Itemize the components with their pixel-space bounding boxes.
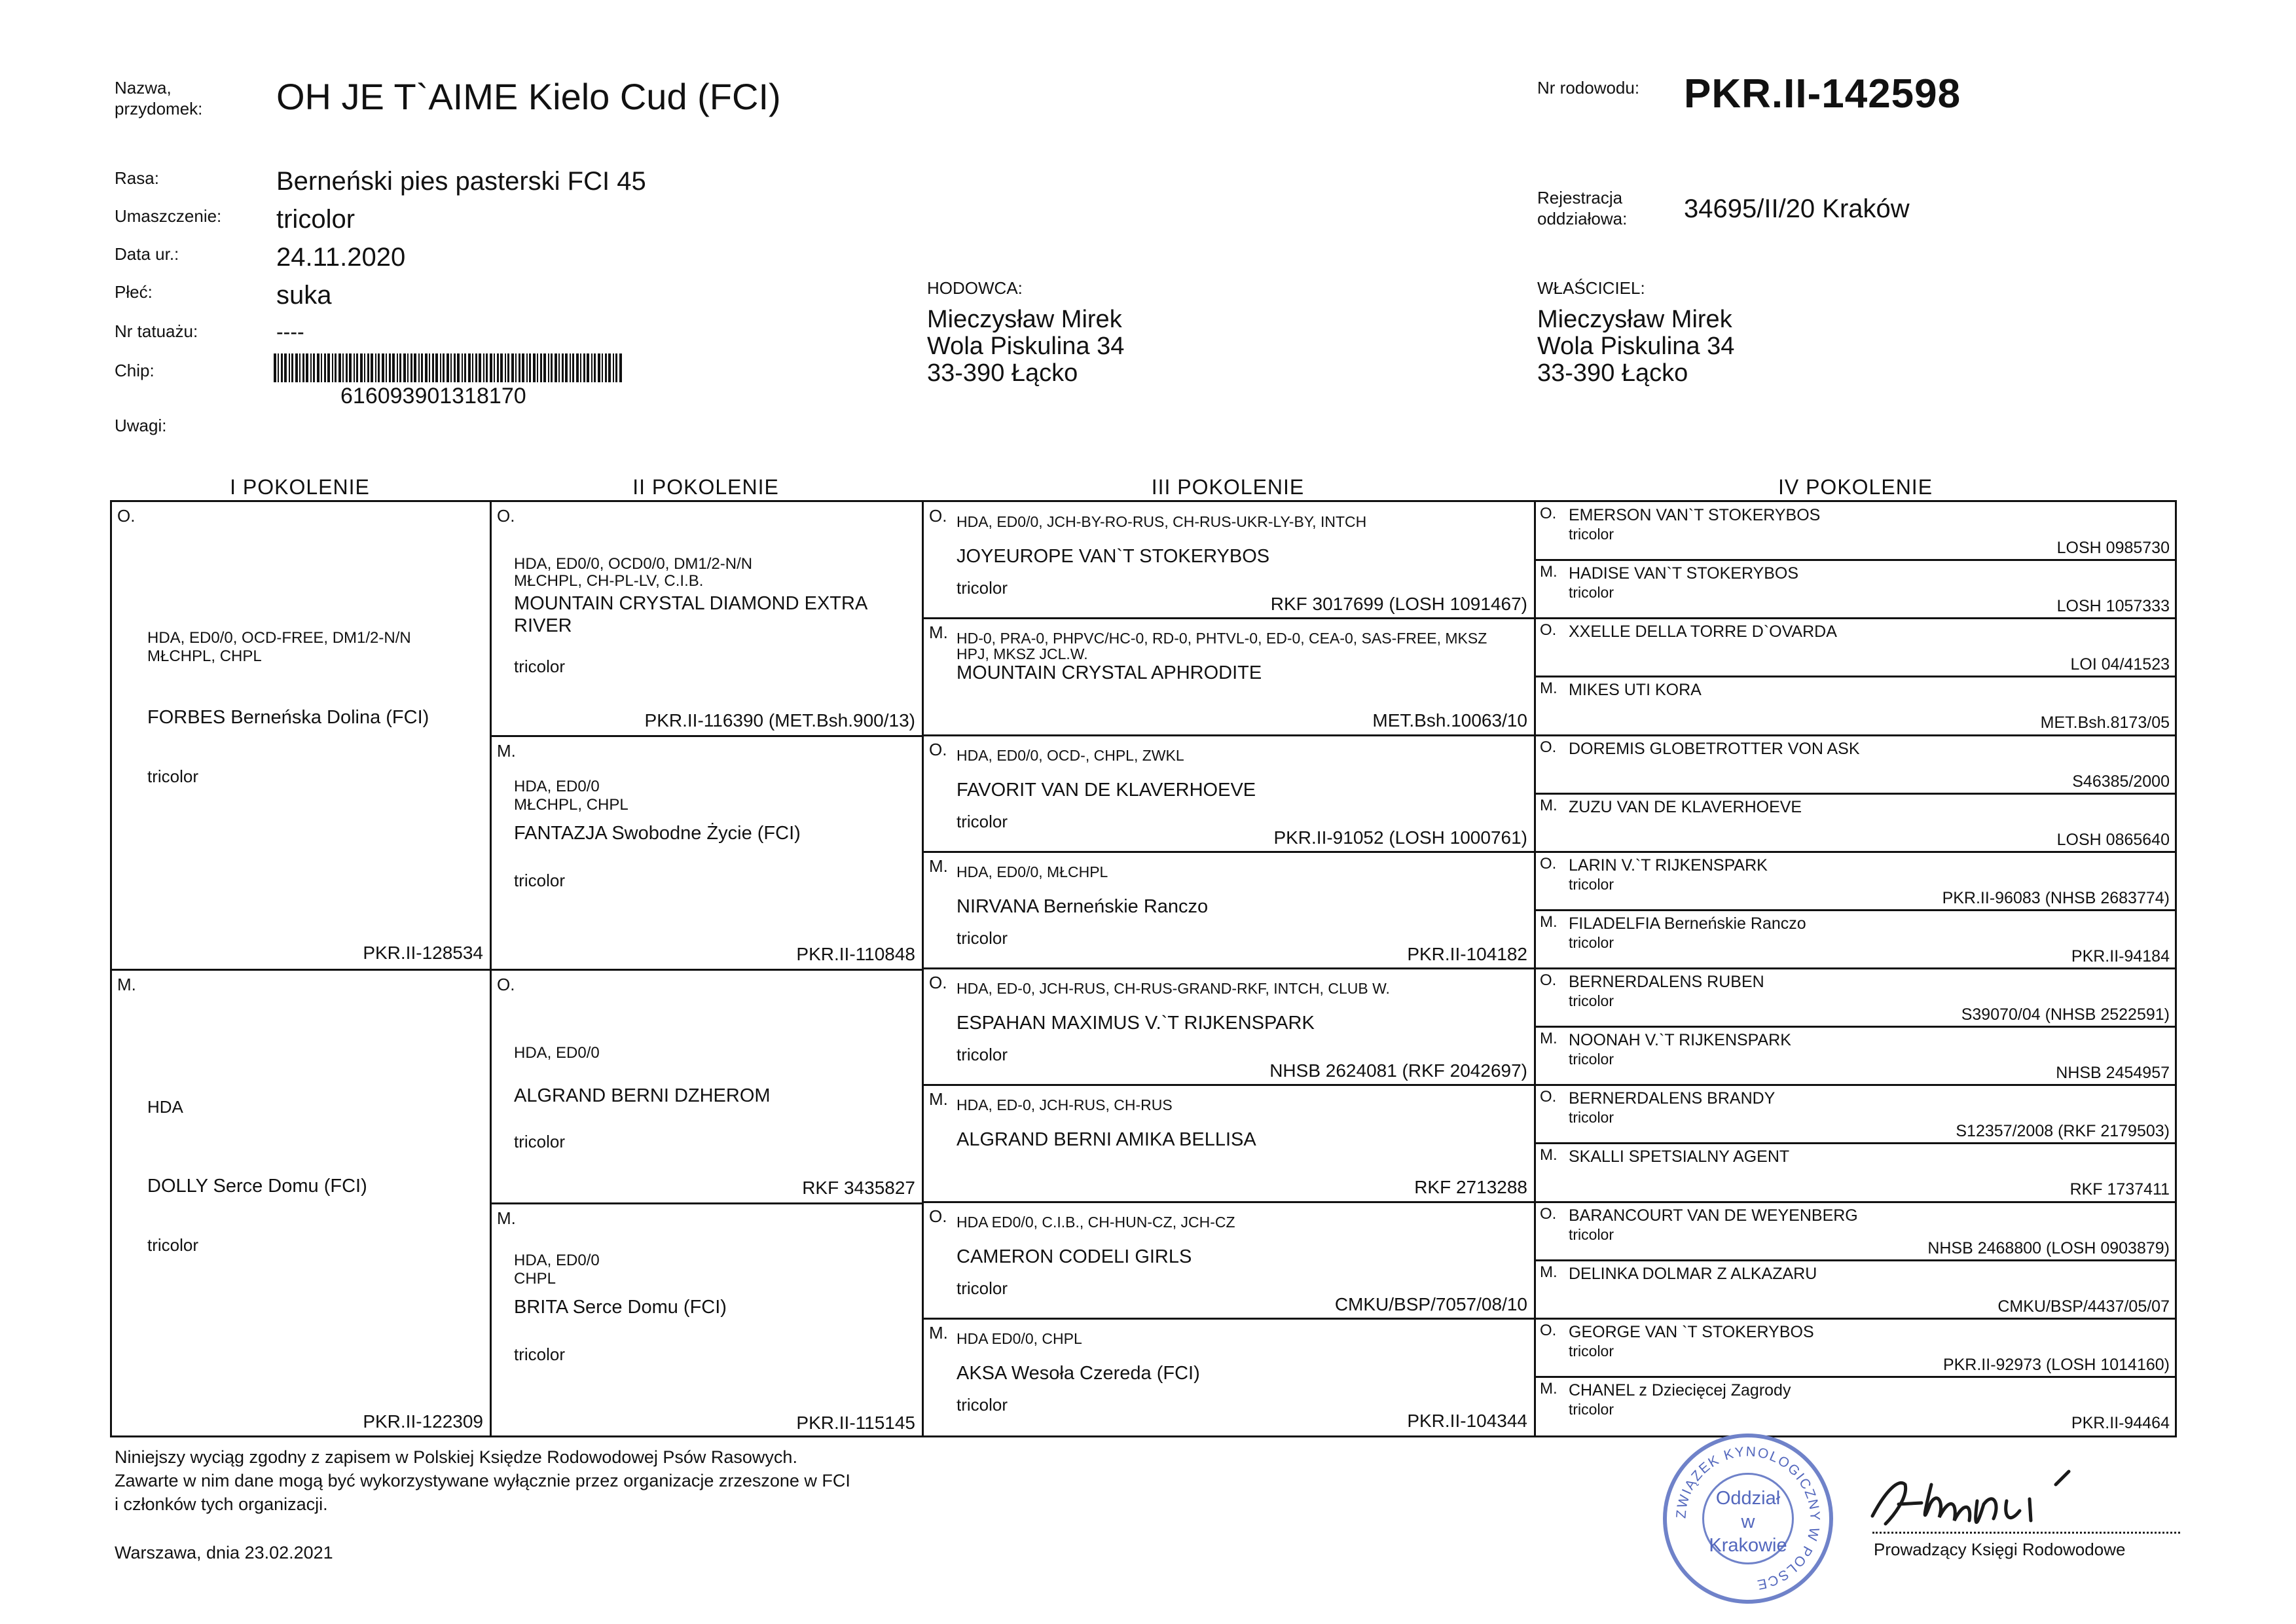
gen2-cell	[492, 737, 922, 969]
dog-name: FAVORIT VAN DE KLAVERHOEVE	[957, 780, 1256, 801]
registration-number: PKR.II-122309	[363, 1411, 483, 1432]
dog-color: tricolor	[957, 928, 1008, 948]
registration-value: 34695/II/20 Kraków	[1684, 194, 1910, 223]
titles: HDA ED0/0, C.I.B., CH-HUN-CZ, JCH-CZ	[957, 1214, 1235, 1231]
barcode-bar	[310, 353, 312, 382]
registration-number: RKF 3435827	[802, 1178, 915, 1198]
barcode-bar	[302, 353, 304, 382]
barcode-bar	[594, 353, 596, 382]
signature-caption: Prowadzący Księgi Rodowodowe	[1874, 1540, 2126, 1559]
generation-4-heading: IV POKOLENIE	[1777, 475, 1933, 499]
gen4-cell	[1536, 619, 2175, 677]
sex-marker: M.	[1540, 1263, 1558, 1281]
barcode-bar	[306, 353, 308, 382]
dog-color: tricolor	[957, 1278, 1008, 1298]
dog-name: EMERSON VAN`T STOKERYBOS	[1569, 506, 1821, 524]
dog-color: tricolor	[514, 1132, 566, 1151]
barcode-bar	[562, 353, 564, 382]
barcode-bar	[576, 353, 579, 382]
dog-name: FORBES Berneńska Dolina (FCI)	[147, 707, 429, 728]
barcode-bar	[570, 353, 571, 382]
barcode-bar	[540, 353, 542, 382]
sex-marker: M.	[1540, 797, 1558, 814]
color-value: tricolor	[276, 205, 355, 234]
sex-marker: M.	[497, 1208, 516, 1228]
dog-name: FILADELFIA Berneńskie Ranczo	[1569, 914, 1806, 933]
barcode-bar	[421, 353, 423, 382]
barcode-bar	[591, 353, 592, 382]
pedigree-number-label: Nr rodowodu:	[1537, 78, 1640, 98]
titles: HDA, ED0/0, JCH-BY-RO-RUS, CH-RUS-UKR-LY-BY, INTCH	[957, 513, 1367, 530]
titles: HDA, ED0/0 MŁCHPL, CHPL	[514, 778, 629, 814]
gen3-cell	[924, 736, 1534, 852]
sex-marker: O.	[1540, 1322, 1557, 1339]
chip-number: 616093901318170	[340, 384, 526, 408]
dob-value: 24.11.2020	[276, 243, 406, 272]
registration-number: S46385/2000	[2072, 772, 2170, 791]
barcode-bar	[435, 353, 438, 382]
sex-marker: O.	[1540, 621, 1557, 639]
dog-color: tricolor	[514, 657, 566, 676]
gen1-dam-cell	[112, 971, 490, 1437]
barcode-bar	[291, 353, 293, 382]
signature-line	[1872, 1532, 2180, 1534]
dog-color: tricolor	[957, 812, 1008, 831]
barcode-bar	[580, 353, 581, 382]
sex-marker: M.	[117, 975, 136, 994]
barcode-bar	[403, 353, 406, 382]
registration-number: PKR.II-115145	[796, 1413, 915, 1433]
sex-marker: O.	[1540, 738, 1557, 756]
gen3-cell	[924, 1202, 1534, 1319]
dog-name: OH JE T`AIME Kielo Cud (FCI)	[276, 76, 781, 117]
barcode-bar	[360, 353, 363, 382]
barcode-bar	[587, 353, 589, 382]
barcode-bar	[583, 353, 585, 382]
gen4-cell	[1536, 1319, 2175, 1377]
barcode-bar	[483, 353, 484, 382]
svg-text:ZWIĄZEK KYNOLOGICZNY W POLSCE: ZWIĄZEK KYNOLOGICZNY W POLSCE	[1673, 1444, 1823, 1593]
barcode-bar	[364, 353, 365, 382]
dog-name: NOONAH V.`T RIJKENSPARK	[1569, 1031, 1791, 1049]
dog-color: tricolor	[514, 1344, 566, 1364]
barcode-bar	[386, 353, 387, 382]
barcode-bar	[462, 353, 463, 382]
barcode-bar	[507, 353, 509, 382]
titles: HDA, ED-0, JCH-RUS, CH-RUS	[957, 1096, 1173, 1113]
titles: HDA, ED0/0	[514, 1044, 600, 1062]
barcode-bar	[615, 353, 617, 382]
registration-number: PKR.II-92973 (LOSH 1014160)	[1942, 1356, 2170, 1374]
barcode-bar	[313, 353, 315, 382]
registration-number: PKR.II-110848	[796, 944, 915, 964]
sex-marker: M.	[929, 856, 948, 876]
sex-marker: O.	[117, 506, 136, 526]
owner-line: Mieczysław Mirek	[1537, 306, 1732, 333]
titles: HDA, ED-0, JCH-RUS, CH-RUS-GRAND-RKF, INTCH, CLUB W.	[957, 980, 1390, 997]
titles: HDA, ED0/0 CHPL	[514, 1252, 600, 1288]
gen4-cell	[1536, 1202, 2175, 1261]
owner-line: 33-390 Łącko	[1537, 359, 1688, 387]
sex-marker: O.	[1540, 855, 1557, 873]
dog-color: tricolor	[147, 1235, 199, 1255]
registration-number: PKR.II-96083 (NHSB 2683774)	[1942, 889, 2170, 907]
sex-value: suka	[276, 281, 332, 310]
barcode-bar	[457, 353, 460, 382]
breeder-line: Wola Piskulina 34	[927, 333, 1125, 360]
barcode-bar	[295, 353, 298, 382]
gen4-cell	[1536, 794, 2175, 852]
notes-label: Uwagi:	[115, 416, 167, 435]
barcode-bar	[399, 353, 401, 382]
barcode-bar	[335, 353, 337, 382]
name-label: Nazwa, przydomek:	[115, 78, 203, 118]
barcode-bar	[440, 353, 441, 382]
gen4-cell	[1536, 1027, 2175, 1085]
registration-number: S12357/2008 (RKF 2179503)	[1956, 1122, 2170, 1140]
barcode-bar	[354, 353, 355, 382]
gen2-cell	[492, 1204, 922, 1437]
barcode-bar	[475, 353, 477, 382]
gen4-cell	[1536, 969, 2175, 1027]
sex-marker: O.	[497, 506, 515, 526]
gen4-cell	[1536, 736, 2175, 794]
dog-name: MIKES UTI KORA	[1569, 681, 1702, 699]
dog-name: ALGRAND BERNI DZHEROM	[514, 1085, 771, 1106]
barcode-bar	[486, 353, 488, 382]
dog-name: BRITA Serce Domu (FCI)	[514, 1297, 727, 1318]
gen4-cell	[1536, 911, 2175, 969]
gen4-cell	[1536, 677, 2175, 735]
registration-number: PKR.II-104344	[1407, 1411, 1527, 1431]
gen4-cell	[1536, 852, 2175, 911]
dog-name: DOREMIS GLOBETROTTER VON ASK	[1569, 740, 1860, 758]
dob-label: Data ur.:	[115, 244, 179, 264]
dog-color: tricolor	[1569, 1109, 1614, 1126]
barcode-bar	[274, 353, 276, 382]
barcode-bar	[392, 353, 395, 382]
dog-color: tricolor	[1569, 526, 1614, 543]
barcode-bar	[432, 353, 434, 382]
official-stamp	[1663, 1434, 1833, 1604]
barcode-bar	[472, 353, 473, 382]
titles: HDA, ED0/0, OCD-, CHPL, ZWKL	[957, 747, 1184, 764]
barcode-bar	[522, 353, 524, 382]
barcode-bar	[505, 353, 506, 382]
registration-number: LOI 04/41523	[2070, 655, 2170, 674]
registration-number: LOSH 0985730	[2056, 539, 2170, 557]
titles: HDA, ED0/0, OCD-FREE, DM1/2-N/N MŁCHPL, CHPL	[147, 629, 411, 665]
gen4-cell	[1536, 1261, 2175, 1319]
titles: HDA	[147, 1097, 183, 1117]
sex-marker: O.	[1540, 1088, 1557, 1106]
barcode-bar	[613, 353, 614, 382]
sex-marker: O.	[929, 973, 947, 992]
registration-number: LOSH 0865640	[2056, 831, 2170, 849]
dog-name: BARANCOURT VAN DE WEYENBERG	[1569, 1206, 1858, 1225]
barcode-bar	[619, 353, 622, 382]
barcode-bar	[371, 353, 373, 382]
barcode-bar	[378, 353, 380, 382]
titles: HDA, ED0/0, MŁCHPL	[957, 863, 1108, 880]
barcode-bar	[479, 353, 481, 382]
legal-statement: Niniejszy wyciąg zgodny z zapisem w Polskiej Księdze Rodowodowej Psów Rasowych. Zawarte w nim dane mogą być wykorzystywane wyłącznie przez organizacje zrzeszone w FCI i członków tych organizacji.	[115, 1447, 850, 1514]
barcode-bar	[497, 353, 499, 382]
pedigree-number: PKR.II-142598	[1684, 71, 1961, 117]
barcode-bar	[278, 353, 279, 382]
barcode-bar	[598, 353, 600, 382]
sex-marker: M.	[1540, 1146, 1558, 1164]
dog-color: tricolor	[1569, 584, 1614, 601]
barcode-bar	[332, 353, 333, 382]
breeder-line: Mieczysław Mirek	[927, 306, 1122, 333]
dog-color: tricolor	[514, 871, 566, 890]
barcode-bar	[346, 353, 348, 382]
owner-line: Wola Piskulina 34	[1537, 333, 1735, 360]
registration-number: CMKU/BSP/7057/08/10	[1334, 1294, 1527, 1314]
dog-name: AKSA Wesoła Czereda (FCI)	[957, 1363, 1200, 1384]
dog-color: tricolor	[147, 767, 199, 786]
dog-color: tricolor	[957, 1395, 1008, 1415]
sex-marker: M.	[1540, 1030, 1558, 1047]
breeder-label: HODOWCA:	[927, 278, 1023, 298]
signature	[1859, 1465, 2121, 1537]
dog-color: tricolor	[1569, 934, 1614, 951]
registration-number: NHSB 2454957	[2056, 1064, 2170, 1082]
barcode-bar	[555, 353, 557, 382]
registration-number: PKR.II-116390 (MET.Bsh.900/13)	[644, 710, 915, 731]
barcode-bar	[464, 353, 466, 382]
barcode-bar	[446, 353, 449, 382]
dog-color: tricolor	[957, 1045, 1008, 1064]
barcode-bar	[338, 353, 341, 382]
registration-number: NHSB 2468800 (LOSH 0903879)	[1927, 1239, 2170, 1257]
chip-barcode	[274, 353, 625, 382]
gen3-cell	[924, 852, 1534, 969]
dog-name: ALGRAND BERNI AMIKA BELLISA	[957, 1129, 1256, 1150]
barcode-bar	[548, 353, 549, 382]
dog-color: tricolor	[1569, 1226, 1614, 1243]
color-label: Umaszczenie:	[115, 206, 222, 226]
barcode-bar	[500, 353, 503, 382]
dog-name: BERNERDALENS BRANDY	[1569, 1089, 1776, 1108]
gen3-cell	[924, 502, 1534, 619]
barcode-bar	[414, 353, 416, 382]
registration-number: NHSB 2624081 (RKF 2042697)	[1269, 1060, 1527, 1081]
barcode-bar	[537, 353, 538, 382]
barcode-bar	[450, 353, 452, 382]
gen3-cell	[924, 619, 1534, 735]
gen4-cell	[1536, 1377, 2175, 1435]
registration-number: LOSH 1057333	[2056, 597, 2170, 615]
breed-label: Rasa:	[115, 168, 159, 188]
barcode-bar	[425, 353, 428, 382]
sex-marker: M.	[1540, 1380, 1558, 1398]
registration-number: RKF 3017699 (LOSH 1091467)	[1270, 594, 1527, 614]
barcode-bar	[605, 353, 607, 382]
dog-name: JOYEUROPE VAN`T STOKERYBOS	[957, 546, 1270, 567]
dog-color: tricolor	[1569, 992, 1614, 1009]
barcode-bar	[317, 353, 319, 382]
dog-name: SKALLI SPETSIALNY AGENT	[1569, 1147, 1790, 1166]
dog-name: ZUZU VAN DE KLAVERHOEVE	[1569, 798, 1802, 816]
barcode-bar	[526, 353, 528, 382]
barcode-bar	[490, 353, 492, 382]
barcode-bar	[533, 353, 536, 382]
gen3-cell	[924, 1319, 1534, 1435]
registration-number: MET.Bsh.10063/10	[1372, 710, 1527, 731]
sex-marker: M.	[1540, 913, 1558, 931]
barcode-bar	[515, 353, 517, 382]
generation-3-heading: III POKOLENIE	[1151, 475, 1305, 499]
sex-marker: O.	[1540, 971, 1557, 989]
sex-label: Płeć:	[115, 282, 153, 302]
dog-name: CAMERON CODELI GIRLS	[957, 1246, 1192, 1267]
barcode-bar	[608, 353, 611, 382]
gen3-cell	[924, 969, 1534, 1085]
barcode-bar	[443, 353, 445, 382]
registration-number: PKR.II-91052 (LOSH 1000761)	[1273, 827, 1527, 848]
gen4-cell	[1536, 1085, 2175, 1144]
barcode-bar	[327, 353, 330, 382]
sex-marker: O.	[1540, 1205, 1557, 1223]
dog-name: XXELLE DELLA TORRE D`OVARDA	[1569, 623, 1837, 641]
registration-number: RKF 1737411	[2069, 1180, 2170, 1199]
place-and-date: Warszawa, dnia 23.02.2021	[115, 1543, 333, 1562]
dog-name: CHANEL z Dziecięcej Zagrody	[1569, 1381, 1791, 1399]
barcode-bar	[324, 353, 326, 382]
registration-number: PKR.II-128534	[363, 943, 483, 963]
barcode-bar	[321, 353, 322, 382]
breed-value: Berneński pies pasterski FCI 45	[276, 167, 646, 196]
dog-name: FANTAZJA Swobodne Życie (FCI)	[514, 823, 801, 844]
barcode-bar	[281, 353, 283, 382]
breeder-address	[927, 306, 1124, 387]
owner-label: WŁAŚCICIEL:	[1537, 278, 1645, 298]
sex-marker: O.	[929, 1206, 947, 1226]
barcode-bar	[551, 353, 553, 382]
dog-name: GEORGE VAN `T STOKERYBOS	[1569, 1323, 1814, 1341]
barcode-bar	[468, 353, 471, 382]
dog-name: ESPAHAN MAXIMUS V.`T RIJKENSPARK	[957, 1013, 1315, 1034]
barcode-bar	[289, 353, 290, 382]
registration-number: PKR.II-104182	[1407, 944, 1527, 964]
sex-marker: O.	[497, 975, 515, 994]
sex-marker: M.	[497, 741, 516, 761]
gen2-cell	[492, 971, 922, 1202]
barcode-bar	[349, 353, 352, 382]
sex-marker: M.	[929, 1323, 948, 1343]
barcode-bar	[429, 353, 430, 382]
sex-marker: M.	[929, 1089, 948, 1109]
registration-number: S39070/04 (NHSB 2522591)	[1961, 1005, 2170, 1024]
barcode-bar	[602, 353, 603, 382]
barcode-bar	[284, 353, 287, 382]
owner-address	[1537, 306, 1734, 387]
dog-name: DOLLY Serce Domu (FCI)	[147, 1176, 367, 1197]
barcode-bar	[494, 353, 495, 382]
barcode-bar	[367, 353, 369, 382]
barcode-bar	[407, 353, 409, 382]
barcode-bar	[519, 353, 520, 382]
dog-name: LARIN V.`T RIJKENSPARK	[1569, 856, 1768, 875]
dog-name: NIRVANA Berneńskie Ranczo	[957, 896, 1209, 917]
dog-name: MOUNTAIN CRYSTAL DIAMOND EXTRA RIVER	[514, 593, 868, 636]
barcode-bar	[342, 353, 344, 382]
barcode-bar	[375, 353, 376, 382]
barcode-bar	[511, 353, 514, 382]
sex-marker: M.	[929, 623, 948, 642]
tattoo-value: ----	[276, 320, 304, 344]
barcode-bar	[454, 353, 456, 382]
dog-color: tricolor	[1569, 876, 1614, 893]
dog-color: tricolor	[1569, 1343, 1614, 1360]
sex-marker: M.	[1540, 563, 1558, 581]
chip-label: Chip:	[115, 361, 155, 380]
barcode-bar	[410, 353, 412, 382]
dog-color: tricolor	[1569, 1051, 1614, 1068]
registration-label: Rejestracja oddziałowa:	[1537, 188, 1628, 228]
titles: HDA, ED0/0, OCD0/0, DM1/2-N/N MŁCHPL, CH-PL-LV, C.I.B.	[514, 555, 753, 590]
barcode-bar	[389, 353, 391, 382]
titles: HDA ED0/0, CHPL	[957, 1330, 1082, 1347]
gen3-cell	[924, 1085, 1534, 1202]
dog-name: BERNERDALENS RUBEN	[1569, 973, 1764, 991]
registration-number: RKF 2713288	[1414, 1177, 1527, 1197]
dog-color: tricolor	[1569, 1401, 1614, 1418]
barcode-bar	[565, 353, 568, 382]
registration-number: PKR.II-94464	[2071, 1414, 2170, 1432]
gen4-cell	[1536, 560, 2175, 619]
stamp-center-text: Oddział w Krakowie	[1702, 1473, 1794, 1564]
gen4-cell	[1536, 1144, 2175, 1202]
gen2-cell	[492, 502, 922, 735]
registration-number: PKR.II-94184	[2071, 947, 2170, 965]
barcode-bar	[572, 353, 574, 382]
barcode-bar	[529, 353, 531, 382]
barcode-bar	[558, 353, 560, 382]
sex-marker: O.	[929, 506, 947, 526]
barcode-bar	[299, 353, 301, 382]
barcode-bar	[543, 353, 546, 382]
sex-marker: O.	[1540, 505, 1557, 522]
titles: HD-0, PRA-0, PHPVC/HC-0, RD-0, PHTVL-0, ED-0, CEA-0, SAS-FREE, MKSZ HPJ, MKSZ JCL.W.	[957, 630, 1487, 662]
dog-color: tricolor	[957, 578, 1008, 598]
sex-marker: O.	[929, 740, 947, 759]
generation-1-heading: I POKOLENIE	[230, 475, 370, 499]
barcode-bar	[356, 353, 358, 382]
dog-name: HADISE VAN`T STOKERYBOS	[1569, 564, 1799, 583]
gen4-cell	[1536, 502, 2175, 560]
pedigree-table	[110, 500, 2177, 1437]
registration-number: CMKU/BSP/4437/05/07	[1997, 1297, 2170, 1316]
barcode-bar	[397, 353, 398, 382]
gen1-sire-cell	[112, 502, 490, 969]
dog-name: DELINKA DOLMAR Z ALKAZARU	[1569, 1265, 1817, 1283]
generation-2-heading: II POKOLENIE	[632, 475, 779, 499]
sex-marker: M.	[1540, 679, 1558, 697]
tattoo-label: Nr tatuażu:	[115, 321, 198, 341]
barcode-bar	[382, 353, 384, 382]
breeder-line: 33-390 Łącko	[927, 359, 1078, 387]
barcode-bar	[418, 353, 420, 382]
dog-name: MOUNTAIN CRYSTAL APHRODITE	[957, 662, 1262, 683]
registration-number: MET.Bsh.8173/05	[2040, 713, 2170, 732]
